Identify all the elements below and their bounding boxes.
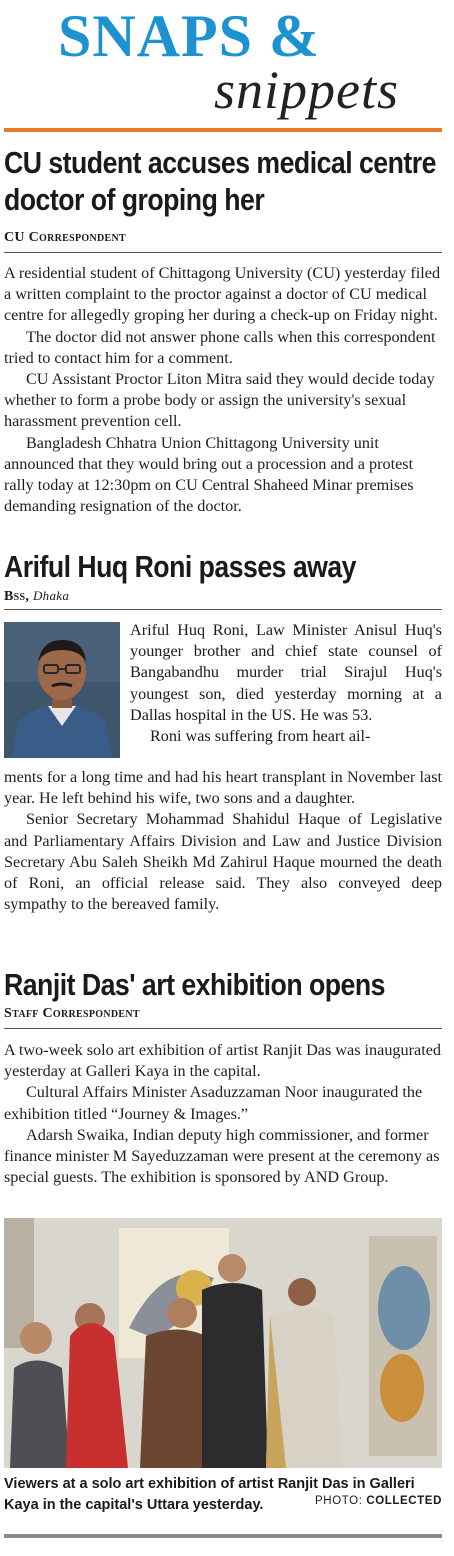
exhibition-photo [4, 1218, 442, 1468]
story1-headline-line2: doctor of groping her [4, 182, 265, 217]
exhibition-illustration [4, 1218, 442, 1468]
story1-headline [4, 144, 436, 218]
masthead-snippets: snippets [214, 60, 400, 120]
story2-rule [4, 609, 442, 610]
story1-paragraph: A residential student of Chittagong University (CU) yesterday filed a written complaint to the proctor against a doctor of CU medical centre for allegedly groping her during a check-up on Friday night. [4, 264, 441, 325]
photo-credit-value: COLLECTED [366, 1495, 442, 1507]
story3-paragraph: Adarsh Swaika, Indian deputy high commissioner, and former finance minister M Sayeduzzaman were present at the ceremony as special guests. The exhibition is sponsored by AND Group. [4, 1125, 440, 1187]
story1-byline [4, 230, 126, 246]
photo-caption-line2: Kaya in the capital's Uttara yesterday. [4, 1497, 264, 1513]
story1-rule [4, 252, 442, 253]
story1-headline-line1: CU student accuses medical centre [4, 145, 436, 180]
story2-wrap-paragraph2: Roni was suffering from heart ail- [150, 727, 371, 746]
story2-wrap-paragraph: Ariful Huq Roni, Law Minister Anisul Huq's younger brother and chief state counsel of Bangabandhu murder trial Sirajul Huq's youngest son, died yesterday morning at a Dallas hospital in the US. He was 53. [130, 621, 442, 724]
story1-paragraph: CU Assistant Proctor Liton Mitra said they would decide today whether to form a probe body or assign the university's sexual harassment prevention cell. [4, 370, 435, 431]
story2-headline: Ariful Huq Roni passes away [4, 549, 356, 584]
story3-paragraph: A two-week solo art exhibition of artist Ranjit Das was inaugurated yesterday at Galleri Kaya in the capital. [4, 1041, 441, 1081]
story3-byline [4, 1006, 140, 1022]
story1-body [4, 263, 442, 517]
story2-byline-place: Dhaka [32, 588, 70, 603]
story2-paragraph: ments for a long time and had his heart transplant in November last year. He left behind his wife, two sons and a daughter. [4, 768, 442, 808]
story2-wrap-body [130, 620, 442, 747]
story2-byline-agency: Bss, [4, 589, 30, 604]
story1-paragraph: The doctor did not answer phone calls when this correspondent tried to contact him for a comment. [4, 327, 436, 367]
photo-caption-line1: Viewers at a solo art exhibition of artist Ranjit Das in Galleri [4, 1476, 415, 1492]
story3-byline-text: Staff Correspondent [4, 1006, 140, 1021]
story2-body [4, 767, 442, 915]
photo-credit-label: PHOTO: [315, 1495, 363, 1507]
portrait-illustration [4, 622, 120, 758]
story3-headline: Ranjit Das' art exhibition opens [4, 967, 385, 1002]
story2-paragraph: Senior Secretary Mohammad Shahidul Haque of Legislative and Parliamentary Affairs Division and Law and Justice Division Secretary Abu Saleh Sheikh Md Zahirul Haque mourned the death of Roni, an official release said. They also conveyed deep sympathy to the bereaved family. [4, 810, 442, 914]
story2-byline [4, 588, 69, 605]
masthead-divider [4, 128, 442, 132]
story1-paragraph: Bangladesh Chhatra Union Chittagong University unit announced that they would bring out a procession and a protest rally today at 12:30pm on CU Central Shaheed Minar premises demanding resignation of the doctor. [4, 433, 414, 516]
story1-byline-text: CU Correspondent [4, 230, 126, 245]
photo-credit [315, 1495, 442, 1507]
story3-paragraph: Cultural Affairs Minister Asaduzzaman Noor inaugurated the exhibition titled “Journey & Images.” [4, 1083, 423, 1123]
page-bottom-divider [4, 1534, 442, 1538]
portrait-photo [4, 622, 120, 758]
masthead-snaps: SNAPS & [58, 3, 321, 69]
story3-body [4, 1040, 442, 1188]
story3-rule [4, 1028, 442, 1029]
